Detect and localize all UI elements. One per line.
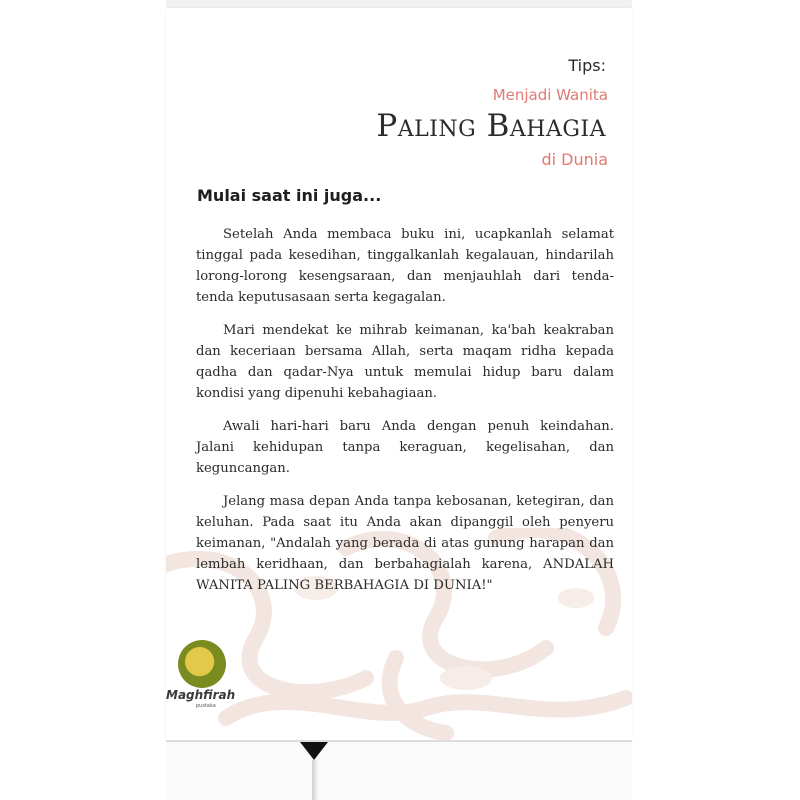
right-margin — [632, 0, 800, 800]
publisher-sub: pustaka — [196, 703, 216, 709]
paragraph: Jelang masa depan Anda tanpa kebosanan, ketegiran, dan keluhan. Pada saat itu Anda akan dipanggil oleh penyeru keimanan, "Andalah yang berada di atas gunung harapan dan lembah keridhaan, dan berbahagialah karena, ANDALAH WANITA PALING BERBAHAGIA DI DUNIA!" — [196, 494, 614, 593]
viewer-bottom-bar — [166, 740, 632, 800]
subtitle-top: Menjadi Wanita — [492, 86, 608, 104]
bottom-divider — [166, 740, 632, 742]
book-page — [166, 8, 632, 740]
page-title: Paling Bahagia — [376, 108, 606, 144]
tips-label: Tips: — [568, 56, 606, 75]
paragraph: Setelah Anda membaca buku ini, ucapkanlah selamat tinggal pada kesedihan, tinggalkanlah kegalauan, hindarilah lorong-lorong kesengsaraan, dan menjauhlah dari tenda-tenda keputusasaan serta kegagalan. — [196, 227, 614, 305]
page-fold-shade — [312, 760, 318, 800]
paragraph: Mari mendekat ke mihrab keimanan, ka'bah keakraban dan keceriaan bersama Allah, serta maqam ridha kepada qadha dan qadar-Nya untuk memulai hidup baru dalam kondisi yang dipenuhi kebahagiaan. — [196, 323, 614, 401]
page-indicator-arrow-icon[interactable] — [300, 742, 328, 760]
section-heading: Mulai saat ini juga... — [197, 186, 382, 205]
body-text — [196, 224, 614, 608]
logo-emblem-icon — [178, 640, 226, 688]
top-strip — [166, 0, 632, 8]
publisher-logo — [166, 640, 236, 710]
paragraph: Awali hari-hari baru Anda dengan penuh keindahan. Jalani kehidupan tanpa keraguan, kegelisahan, dan keguncangan. — [196, 419, 614, 476]
subtitle-bottom: di Dunia — [541, 150, 608, 169]
left-margin — [0, 0, 166, 800]
publisher-name: Maghfirah — [166, 688, 236, 702]
